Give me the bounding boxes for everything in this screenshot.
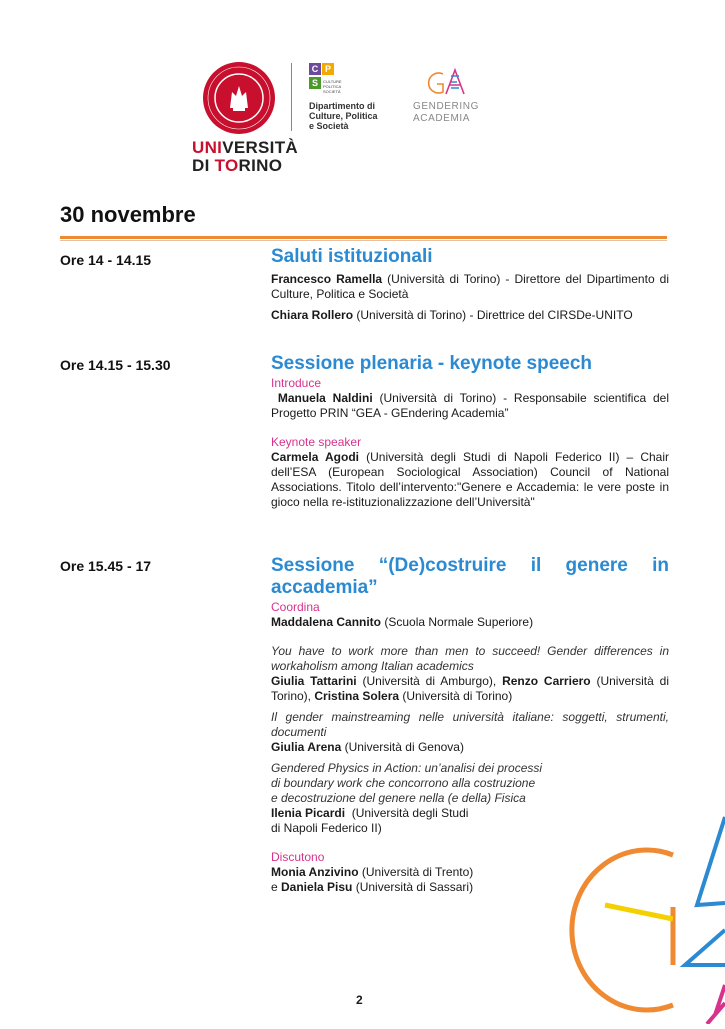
university-wordmark: UNIVERSITÀ DI TORINO (192, 138, 298, 175)
role-label: Introduce (271, 376, 322, 390)
speaker-line: Maddalena Cannito (Scuola Normale Superiore) (271, 615, 534, 629)
section-divider-shadow (60, 240, 667, 241)
gea-decorative-graphic (525, 815, 725, 1024)
page-number: 2 (356, 993, 363, 1007)
role-label: Discutono (271, 850, 325, 864)
paper-title: Gendered Physics in Action: un’analisi dei processi di boundary work che concorrono alla costruzione e decostruzione del genere nella (e della) Fisica (271, 761, 543, 805)
university-seal-logo (203, 62, 275, 134)
session-title: Sessione plenaria - keynote speech (271, 353, 593, 374)
speaker-line: Monia Anzivino (Università di Trento) (271, 865, 474, 879)
role-label: Keynote speaker (271, 435, 362, 449)
session-time: Ore 15.45 - 17 (60, 558, 152, 574)
session-block (271, 246, 669, 323)
speaker-line: e Daniela Pisu (Università di Sassari) (271, 880, 474, 894)
session-title: Saluti istituzionali (271, 246, 433, 267)
cps-logo: C P S (309, 63, 345, 97)
speaker-line: Chiara Rollero (Università di Torino) - Direttrice del CIRSDe-UNITO (271, 308, 633, 322)
logo-divider (291, 63, 292, 131)
author-line: Giulia Arena (Università di Genova) (271, 740, 464, 754)
role-label: Coordina (271, 600, 320, 614)
gea-logo-text: GENDERING ACADEMIA (413, 101, 479, 124)
speaker-line: Francesco Ramella (Università di Torino) - Direttore del Dipartimento di Culture, Politica e Società (271, 272, 670, 301)
speaker-line: Carmela Agodi (Università degli Studi di Napoli Federico II) – Chair dell’ESA (European Sociological Association) Council of National Associations. Titolo dell’intervento:"Genere e Accademia: le vere poste in gioco nella re-istituzionalizzazione dell’Università" (271, 450, 669, 509)
date-heading: 30 novembre (60, 202, 196, 227)
speaker-line: Manuela Naldini (Università di Torino) - Responsabile scientifica del Progetto PRIN “GEA - GEndering Academia” (271, 391, 669, 420)
session-block (271, 353, 669, 510)
session-time: Ore 14 - 14.15 (60, 252, 152, 268)
session-time: Ore 14.15 - 15.30 (60, 357, 171, 373)
paper-title: Il gender mainstreaming nelle università italiane: soggetti, strumenti, documenti (271, 710, 669, 739)
section-divider (60, 236, 667, 239)
author-line: Ilenia Picardi (Università degli Studi di Napoli Federico II) (271, 806, 469, 835)
department-name: Dipartimento di Culture, Politica e Società (309, 101, 378, 131)
session-title: Sessione “(De)costruire il genere in accademia” (271, 555, 669, 598)
paper-title: You have to work more than men to succeed! Gender differences in workaholism among Italian academics (271, 644, 669, 673)
author-line: Giulia Tattarini (Università di Amburgo), Renzo Carriero (Università di Torino), Cristina Solera (Università di Torino) (271, 674, 670, 703)
cps-logo-subtext: CULTURE POLITICA SOCIETÀ (323, 79, 342, 94)
